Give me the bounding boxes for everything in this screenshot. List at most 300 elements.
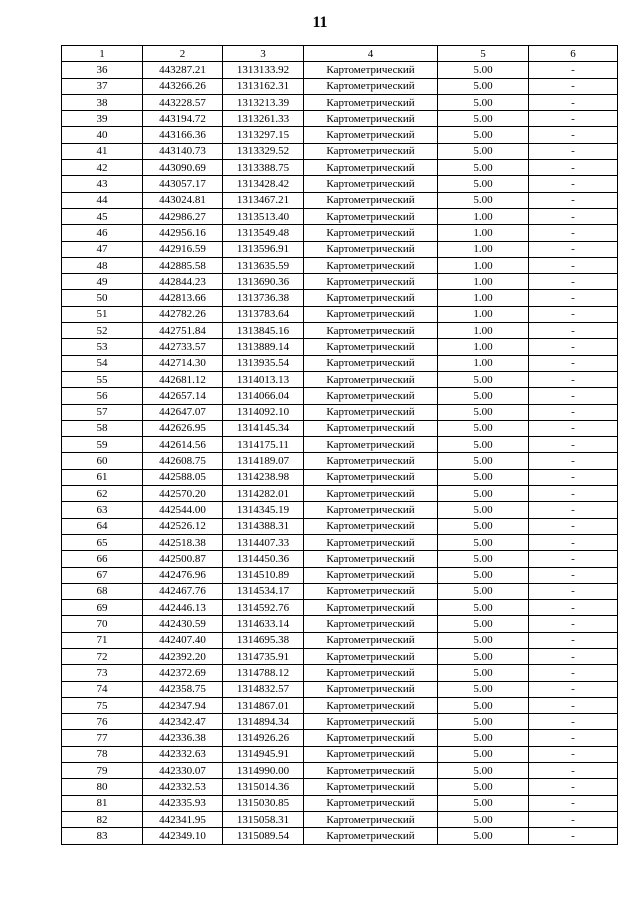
note-cell: - — [529, 567, 618, 583]
method-cell: Картометрический — [304, 306, 438, 322]
x-coordinate-cell: 442500.87 — [143, 551, 223, 567]
table-body — [62, 62, 618, 844]
column-header: 6 — [529, 46, 618, 62]
note-cell: - — [529, 143, 618, 159]
x-coordinate-cell: 443166.36 — [143, 127, 223, 143]
point-number-cell: 50 — [62, 290, 143, 306]
point-number-cell: 52 — [62, 323, 143, 339]
accuracy-cell: 5.00 — [438, 763, 529, 779]
table-row — [62, 192, 618, 208]
table-row — [62, 534, 618, 550]
point-number-cell: 37 — [62, 78, 143, 94]
table-row — [62, 143, 618, 159]
accuracy-cell: 5.00 — [438, 828, 529, 844]
y-coordinate-cell: 1314092.10 — [223, 404, 304, 420]
accuracy-cell: 5.00 — [438, 665, 529, 681]
method-cell: Картометрический — [304, 681, 438, 697]
note-cell: - — [529, 111, 618, 127]
note-cell: - — [529, 355, 618, 371]
point-number-cell: 62 — [62, 486, 143, 502]
point-number-cell: 48 — [62, 257, 143, 273]
accuracy-cell: 5.00 — [438, 681, 529, 697]
table-row — [62, 697, 618, 713]
accuracy-cell: 5.00 — [438, 453, 529, 469]
note-cell: - — [529, 616, 618, 632]
column-header: 1 — [62, 46, 143, 62]
accuracy-cell: 5.00 — [438, 583, 529, 599]
table-row — [62, 208, 618, 224]
y-coordinate-cell: 1313513.40 — [223, 208, 304, 224]
point-number-cell: 81 — [62, 795, 143, 811]
method-cell: Картометрический — [304, 143, 438, 159]
y-coordinate-cell: 1313213.39 — [223, 94, 304, 110]
x-coordinate-cell: 442986.27 — [143, 208, 223, 224]
y-coordinate-cell: 1313845.16 — [223, 323, 304, 339]
table-row — [62, 355, 618, 371]
table-row — [62, 795, 618, 811]
note-cell: - — [529, 518, 618, 534]
table-row — [62, 160, 618, 176]
x-coordinate-cell: 442733.57 — [143, 339, 223, 355]
method-cell: Картометрический — [304, 714, 438, 730]
y-coordinate-cell: 1313388.75 — [223, 160, 304, 176]
y-coordinate-cell: 1313935.54 — [223, 355, 304, 371]
accuracy-cell: 5.00 — [438, 486, 529, 502]
point-number-cell: 42 — [62, 160, 143, 176]
note-cell: - — [529, 486, 618, 502]
point-number-cell: 70 — [62, 616, 143, 632]
table-row — [62, 420, 618, 436]
column-header: 4 — [304, 46, 438, 62]
x-coordinate-cell: 442372.69 — [143, 665, 223, 681]
table-row — [62, 730, 618, 746]
x-coordinate-cell: 442782.26 — [143, 306, 223, 322]
table-row — [62, 779, 618, 795]
y-coordinate-cell: 1314238.98 — [223, 469, 304, 485]
point-number-cell: 46 — [62, 225, 143, 241]
accuracy-cell: 5.00 — [438, 127, 529, 143]
page-number: 11 — [312, 14, 328, 31]
point-number-cell: 82 — [62, 811, 143, 827]
point-number-cell: 76 — [62, 714, 143, 730]
accuracy-cell: 5.00 — [438, 648, 529, 664]
table-row — [62, 616, 618, 632]
y-coordinate-cell: 1314175.11 — [223, 437, 304, 453]
table-header-row — [62, 46, 618, 62]
x-coordinate-cell: 443287.21 — [143, 62, 223, 78]
y-coordinate-cell: 1313690.36 — [223, 274, 304, 290]
table-row — [62, 241, 618, 257]
note-cell: - — [529, 437, 618, 453]
note-cell: - — [529, 306, 618, 322]
accuracy-cell: 1.00 — [438, 225, 529, 241]
table-row — [62, 127, 618, 143]
method-cell: Картометрический — [304, 78, 438, 94]
y-coordinate-cell: 1314735.91 — [223, 648, 304, 664]
x-coordinate-cell: 442844.23 — [143, 274, 223, 290]
point-number-cell: 41 — [62, 143, 143, 159]
note-cell: - — [529, 339, 618, 355]
note-cell: - — [529, 730, 618, 746]
point-number-cell: 39 — [62, 111, 143, 127]
note-cell: - — [529, 697, 618, 713]
y-coordinate-cell: 1314926.26 — [223, 730, 304, 746]
y-coordinate-cell: 1314695.38 — [223, 632, 304, 648]
x-coordinate-cell: 442614.56 — [143, 437, 223, 453]
x-coordinate-cell: 442751.84 — [143, 323, 223, 339]
y-coordinate-cell: 1313261.33 — [223, 111, 304, 127]
method-cell: Картометрический — [304, 486, 438, 502]
x-coordinate-cell: 443266.26 — [143, 78, 223, 94]
x-coordinate-cell: 443140.73 — [143, 143, 223, 159]
accuracy-cell: 1.00 — [438, 257, 529, 273]
x-coordinate-cell: 442341.95 — [143, 811, 223, 827]
table-row — [62, 437, 618, 453]
x-coordinate-cell: 442330.07 — [143, 763, 223, 779]
table-row — [62, 811, 618, 827]
table-row — [62, 469, 618, 485]
note-cell: - — [529, 763, 618, 779]
y-coordinate-cell: 1313428.42 — [223, 176, 304, 192]
x-coordinate-cell: 442407.40 — [143, 632, 223, 648]
x-coordinate-cell: 442467.76 — [143, 583, 223, 599]
x-coordinate-cell: 442647.07 — [143, 404, 223, 420]
method-cell: Картометрический — [304, 583, 438, 599]
point-number-cell: 65 — [62, 534, 143, 550]
note-cell: - — [529, 257, 618, 273]
y-coordinate-cell: 1313467.21 — [223, 192, 304, 208]
table-row — [62, 518, 618, 534]
method-cell: Картометрический — [304, 567, 438, 583]
method-cell: Картометрический — [304, 697, 438, 713]
table-row — [62, 502, 618, 518]
table-row — [62, 763, 618, 779]
note-cell: - — [529, 779, 618, 795]
point-number-cell: 54 — [62, 355, 143, 371]
accuracy-cell: 1.00 — [438, 306, 529, 322]
table-row — [62, 323, 618, 339]
method-cell: Картометрический — [304, 192, 438, 208]
y-coordinate-cell: 1313329.52 — [223, 143, 304, 159]
y-coordinate-cell: 1314189.07 — [223, 453, 304, 469]
y-coordinate-cell: 1314990.00 — [223, 763, 304, 779]
coordinates-table — [61, 45, 618, 845]
method-cell: Картометрический — [304, 763, 438, 779]
y-coordinate-cell: 1314788.12 — [223, 665, 304, 681]
point-number-cell: 59 — [62, 437, 143, 453]
accuracy-cell: 5.00 — [438, 192, 529, 208]
x-coordinate-cell: 442335.93 — [143, 795, 223, 811]
note-cell: - — [529, 127, 618, 143]
note-cell: - — [529, 828, 618, 844]
y-coordinate-cell: 1314388.31 — [223, 518, 304, 534]
y-coordinate-cell: 1314345.19 — [223, 502, 304, 518]
x-coordinate-cell: 442544.00 — [143, 502, 223, 518]
accuracy-cell: 5.00 — [438, 714, 529, 730]
x-coordinate-cell: 442916.59 — [143, 241, 223, 257]
x-coordinate-cell: 442392.20 — [143, 648, 223, 664]
point-number-cell: 80 — [62, 779, 143, 795]
x-coordinate-cell: 442626.95 — [143, 420, 223, 436]
x-coordinate-cell: 442430.59 — [143, 616, 223, 632]
method-cell: Картометрический — [304, 469, 438, 485]
point-number-cell: 83 — [62, 828, 143, 844]
accuracy-cell: 5.00 — [438, 388, 529, 404]
method-cell: Картометрический — [304, 225, 438, 241]
note-cell: - — [529, 78, 618, 94]
table-row — [62, 388, 618, 404]
y-coordinate-cell: 1314633.14 — [223, 616, 304, 632]
y-coordinate-cell: 1313596.91 — [223, 241, 304, 257]
y-coordinate-cell: 1314066.04 — [223, 388, 304, 404]
x-coordinate-cell: 442681.12 — [143, 371, 223, 387]
point-number-cell: 38 — [62, 94, 143, 110]
column-header: 2 — [143, 46, 223, 62]
method-cell: Картометрический — [304, 257, 438, 273]
y-coordinate-cell: 1313133.92 — [223, 62, 304, 78]
accuracy-cell: 5.00 — [438, 160, 529, 176]
note-cell: - — [529, 274, 618, 290]
note-cell: - — [529, 388, 618, 404]
x-coordinate-cell: 442332.63 — [143, 746, 223, 762]
point-number-cell: 55 — [62, 371, 143, 387]
note-cell: - — [529, 632, 618, 648]
method-cell: Картометрический — [304, 111, 438, 127]
note-cell: - — [529, 469, 618, 485]
table-row — [62, 746, 618, 762]
table-row — [62, 78, 618, 94]
accuracy-cell: 1.00 — [438, 274, 529, 290]
y-coordinate-cell: 1314592.76 — [223, 600, 304, 616]
method-cell: Картометрический — [304, 388, 438, 404]
method-cell: Картометрический — [304, 437, 438, 453]
table-row — [62, 257, 618, 273]
note-cell: - — [529, 241, 618, 257]
note-cell: - — [529, 795, 618, 811]
x-coordinate-cell: 442608.75 — [143, 453, 223, 469]
table-row — [62, 486, 618, 502]
method-cell: Картометрический — [304, 828, 438, 844]
accuracy-cell: 1.00 — [438, 290, 529, 306]
accuracy-cell: 5.00 — [438, 730, 529, 746]
point-number-cell: 79 — [62, 763, 143, 779]
point-number-cell: 71 — [62, 632, 143, 648]
point-number-cell: 75 — [62, 697, 143, 713]
note-cell: - — [529, 502, 618, 518]
accuracy-cell: 1.00 — [438, 323, 529, 339]
method-cell: Картометрический — [304, 371, 438, 387]
note-cell: - — [529, 176, 618, 192]
point-number-cell: 51 — [62, 306, 143, 322]
table-row — [62, 404, 618, 420]
y-coordinate-cell: 1313162.31 — [223, 78, 304, 94]
point-number-cell: 56 — [62, 388, 143, 404]
x-coordinate-cell: 442570.20 — [143, 486, 223, 502]
point-number-cell: 64 — [62, 518, 143, 534]
x-coordinate-cell: 443194.72 — [143, 111, 223, 127]
accuracy-cell: 5.00 — [438, 437, 529, 453]
y-coordinate-cell: 1314867.01 — [223, 697, 304, 713]
y-coordinate-cell: 1314450.36 — [223, 551, 304, 567]
x-coordinate-cell: 442342.47 — [143, 714, 223, 730]
point-number-cell: 49 — [62, 274, 143, 290]
accuracy-cell: 5.00 — [438, 534, 529, 550]
method-cell: Картометрический — [304, 665, 438, 681]
accuracy-cell: 5.00 — [438, 176, 529, 192]
accuracy-cell: 5.00 — [438, 420, 529, 436]
point-number-cell: 45 — [62, 208, 143, 224]
point-number-cell: 63 — [62, 502, 143, 518]
point-number-cell: 60 — [62, 453, 143, 469]
accuracy-cell: 5.00 — [438, 469, 529, 485]
note-cell: - — [529, 600, 618, 616]
method-cell: Картометрический — [304, 600, 438, 616]
x-coordinate-cell: 442358.75 — [143, 681, 223, 697]
y-coordinate-cell: 1313297.15 — [223, 127, 304, 143]
note-cell: - — [529, 404, 618, 420]
accuracy-cell: 5.00 — [438, 518, 529, 534]
y-coordinate-cell: 1314832.57 — [223, 681, 304, 697]
point-number-cell: 73 — [62, 665, 143, 681]
table-row — [62, 567, 618, 583]
point-number-cell: 67 — [62, 567, 143, 583]
method-cell: Картометрический — [304, 127, 438, 143]
table-row — [62, 551, 618, 567]
accuracy-cell: 5.00 — [438, 502, 529, 518]
method-cell: Картометрический — [304, 355, 438, 371]
accuracy-cell: 1.00 — [438, 208, 529, 224]
accuracy-cell: 5.00 — [438, 616, 529, 632]
y-coordinate-cell: 1314945.91 — [223, 746, 304, 762]
method-cell: Картометрический — [304, 323, 438, 339]
method-cell: Картометрический — [304, 502, 438, 518]
x-coordinate-cell: 442526.12 — [143, 518, 223, 534]
x-coordinate-cell: 442813.66 — [143, 290, 223, 306]
note-cell: - — [529, 746, 618, 762]
method-cell: Картометрический — [304, 632, 438, 648]
y-coordinate-cell: 1314145.34 — [223, 420, 304, 436]
accuracy-cell: 5.00 — [438, 551, 529, 567]
table-row — [62, 339, 618, 355]
note-cell: - — [529, 551, 618, 567]
note-cell: - — [529, 290, 618, 306]
note-cell: - — [529, 534, 618, 550]
method-cell: Картометрический — [304, 176, 438, 192]
table-row — [62, 583, 618, 599]
note-cell: - — [529, 648, 618, 664]
accuracy-cell: 5.00 — [438, 143, 529, 159]
method-cell: Картометрический — [304, 404, 438, 420]
y-coordinate-cell: 1314534.17 — [223, 583, 304, 599]
column-header: 5 — [438, 46, 529, 62]
x-coordinate-cell: 442714.30 — [143, 355, 223, 371]
method-cell: Картометрический — [304, 290, 438, 306]
method-cell: Картометрический — [304, 551, 438, 567]
point-number-cell: 36 — [62, 62, 143, 78]
x-coordinate-cell: 442349.10 — [143, 828, 223, 844]
point-number-cell: 78 — [62, 746, 143, 762]
note-cell: - — [529, 208, 618, 224]
note-cell: - — [529, 714, 618, 730]
method-cell: Картометрический — [304, 160, 438, 176]
method-cell: Картометрический — [304, 274, 438, 290]
point-number-cell: 44 — [62, 192, 143, 208]
accuracy-cell: 5.00 — [438, 779, 529, 795]
y-coordinate-cell: 1314407.33 — [223, 534, 304, 550]
accuracy-cell: 5.00 — [438, 811, 529, 827]
point-number-cell: 53 — [62, 339, 143, 355]
point-number-cell: 43 — [62, 176, 143, 192]
y-coordinate-cell: 1314282.01 — [223, 486, 304, 502]
accuracy-cell: 1.00 — [438, 241, 529, 257]
note-cell: - — [529, 665, 618, 681]
point-number-cell: 61 — [62, 469, 143, 485]
table-row — [62, 632, 618, 648]
note-cell: - — [529, 453, 618, 469]
accuracy-cell: 5.00 — [438, 697, 529, 713]
point-number-cell: 69 — [62, 600, 143, 616]
accuracy-cell: 5.00 — [438, 632, 529, 648]
y-coordinate-cell: 1315030.85 — [223, 795, 304, 811]
method-cell: Картометрический — [304, 648, 438, 664]
method-cell: Картометрический — [304, 811, 438, 827]
table-row — [62, 600, 618, 616]
method-cell: Картометрический — [304, 534, 438, 550]
table-row — [62, 290, 618, 306]
table-row — [62, 94, 618, 110]
note-cell: - — [529, 811, 618, 827]
y-coordinate-cell: 1313736.38 — [223, 290, 304, 306]
method-cell: Картометрический — [304, 339, 438, 355]
accuracy-cell: 1.00 — [438, 355, 529, 371]
table-row — [62, 371, 618, 387]
table-row — [62, 714, 618, 730]
note-cell: - — [529, 62, 618, 78]
accuracy-cell: 5.00 — [438, 746, 529, 762]
point-number-cell: 72 — [62, 648, 143, 664]
method-cell: Картометрический — [304, 62, 438, 78]
method-cell: Картометрический — [304, 518, 438, 534]
y-coordinate-cell: 1314894.34 — [223, 714, 304, 730]
x-coordinate-cell: 442336.38 — [143, 730, 223, 746]
x-coordinate-cell: 442518.38 — [143, 534, 223, 550]
method-cell: Картометрический — [304, 420, 438, 436]
accuracy-cell: 5.00 — [438, 111, 529, 127]
method-cell: Картометрический — [304, 779, 438, 795]
accuracy-cell: 5.00 — [438, 795, 529, 811]
note-cell: - — [529, 583, 618, 599]
table-row — [62, 225, 618, 241]
method-cell: Картометрический — [304, 208, 438, 224]
accuracy-cell: 5.00 — [438, 371, 529, 387]
note-cell: - — [529, 225, 618, 241]
note-cell: - — [529, 192, 618, 208]
y-coordinate-cell: 1313783.64 — [223, 306, 304, 322]
point-number-cell: 77 — [62, 730, 143, 746]
accuracy-cell: 1.00 — [438, 339, 529, 355]
table-row — [62, 176, 618, 192]
x-coordinate-cell: 443228.57 — [143, 94, 223, 110]
y-coordinate-cell: 1313549.48 — [223, 225, 304, 241]
point-number-cell: 66 — [62, 551, 143, 567]
table-row — [62, 306, 618, 322]
accuracy-cell: 5.00 — [438, 62, 529, 78]
y-coordinate-cell: 1313635.59 — [223, 257, 304, 273]
y-coordinate-cell: 1314510.89 — [223, 567, 304, 583]
point-number-cell: 40 — [62, 127, 143, 143]
accuracy-cell: 5.00 — [438, 94, 529, 110]
note-cell: - — [529, 420, 618, 436]
